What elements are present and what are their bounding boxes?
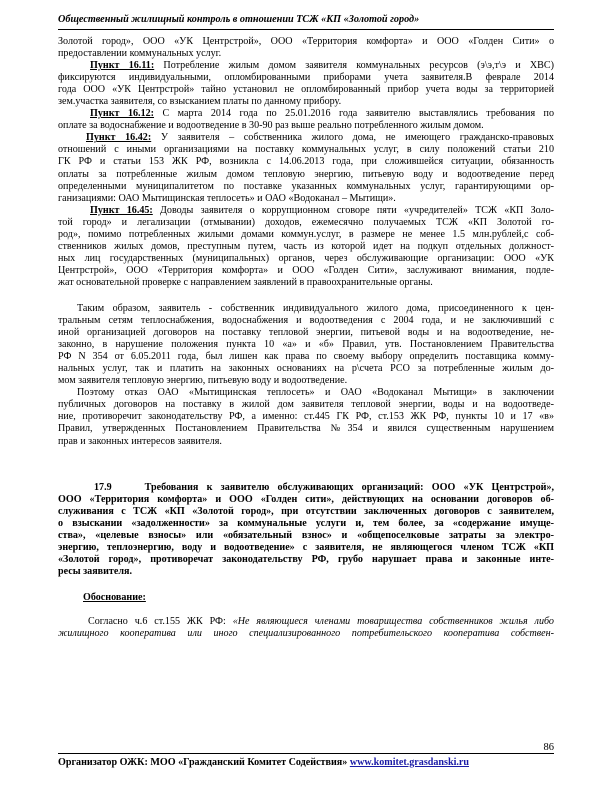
clause-label: Пункт 16.11:: [90, 60, 155, 72]
text-line: иной организацией договоров на поставку тепловой энергии, питьевой воды и на водоотведение, не-: [58, 327, 554, 339]
page-number: 86: [543, 742, 554, 753]
text-line: предоставлении коммунальных услуг.: [58, 48, 222, 60]
text-line: ние, противоречит законодательству РФ, а именно: ст.445 ГК РФ, ст.153 ЖК РФ, пункты 10 и 17 «в»: [58, 411, 554, 423]
citation-line: [58, 616, 554, 628]
text-line: законно, в нарушение положения пункта 10 «а» и «б» Правил, утв. Постановлением Правительства: [58, 339, 554, 351]
clause-16-45: [58, 205, 554, 217]
text-line: ООО «Территория комфорта» и ООО «Голден сити», действующих на основании договоров об-: [58, 493, 554, 505]
text-line: фиксируются индивидуальными, опломбированными приборами учета заявителя.В феврале 2014: [58, 72, 554, 84]
footer-organizer: Организатор ОЖК: МОО «Гражданский Комитет Содействия»: [58, 757, 350, 768]
text-line: публичных договоров на поставку в жилой дом заявителя тепловой энергии, воды и на водоотведе-: [58, 399, 554, 411]
section-17-9-heading: [58, 482, 554, 494]
text-line: «Золотой город», противоречат законодательству РФ, грубо нарушает права и законные инте-: [58, 553, 554, 565]
text-line: ственников жилых домов, преступным путем, часть из которой идет на подкуп отдельных должност-: [58, 240, 554, 252]
footer-rule: [58, 753, 554, 754]
text-line: ресы заявителя.: [58, 565, 133, 577]
text-line: зем.участка заявителя, со взысканием платы по данному прибору.: [58, 96, 342, 108]
clause-16-11: [58, 60, 554, 72]
footer-website-link[interactable]: www.komitet.grasdanski.ru: [349, 757, 469, 768]
page-header-title: Общественный жилищный контроль в отношении ТСЖ «КП «Золотой город»: [58, 14, 420, 25]
text-line: определенными муниципалитетом по поставке указанных коммунальных услуг, гарантирующими ор-: [58, 180, 554, 192]
text-line: служивания с ТСЖ «КП «Золотой город», при отсутствии заключенных договоров с заявителем,: [58, 505, 554, 517]
text-line: ства», «целевые взносы» или «обязательный взнос» и «общепоселковые затраты за электро-: [58, 529, 554, 541]
spacer: [58, 468, 554, 482]
spacer: [58, 578, 554, 592]
document-body: [58, 36, 554, 640]
text-line: Золотой город», ООО «УК Центрстрой», ООО «Территория комфорта» и ООО «Голден Сити» о: [58, 36, 554, 47]
text-line: ных лиц государственных (муниципальных) органов, через обслуживающие организации: ООО «УК: [58, 252, 554, 264]
text-line: о взыскании «задолженности» за коммунальные услуги и, тем более, за «содержание имуще-: [58, 517, 554, 529]
text-line: оплате за водоснабжение и водоотведение в 30-90 раз выше реально потребленного жилым домом.: [58, 120, 484, 132]
text-line: года ООО «УК Центрстрой» тайно установил не опломбированный прибор учета воды за территорией: [58, 84, 554, 96]
text-line: ГК РФ и статьи 153 ЖК РФ, возникла с 14.06.2013 года, при сложившейся ситуации, обязанность: [58, 156, 554, 168]
page-footer: [58, 757, 558, 769]
clause-text: Доводы заявителя о коррупционном сговоре пяти «учредителей» ТСЖ «КП Золо-: [152, 204, 554, 216]
header-rule: [58, 29, 554, 30]
clause-label: Пункт 16.45:: [90, 204, 153, 216]
text-line: отношений с иными организациями на поставку коммунальных услуг, в силу положений статьи 210: [58, 144, 554, 156]
text-line: прав и законных интересов заявителя.: [58, 435, 222, 447]
text-line: жилищного кооператива или иного специализированного потребительского кооператива собствен-: [58, 628, 554, 640]
text-line: Правил, утвержденных Постановлением Правительства №354 и явился существенным нарушением: [58, 423, 554, 435]
spacer: [58, 448, 554, 468]
conclusion-paragraph-start: Таким образом, заявитель - собственник индивидуального жилого дома, присоединенного к цен-: [77, 302, 554, 314]
spacer: [58, 289, 554, 303]
justification-heading: Обоснование:: [83, 591, 146, 603]
clause-label: Пункт 16.42:: [86, 132, 152, 144]
text-line: мом заявителя тепловую энергию, питьевую воду и водоотведение.: [58, 375, 348, 387]
text-line: энергию, теплоэнергию, воду и водоотведение» с заявителя, не являющегося членом ТСЖ «КП: [58, 541, 554, 553]
citation-quote: «Не являющиеся членами товарищества собственников жилья либо: [232, 615, 554, 627]
text-line: род», помимо потребленных жилыми домами коммун.услуг, в размере не менее 1.5 млн.рублей,с соб-: [58, 228, 554, 240]
clause-text: С марта 2014 года по 25.01.2016 года заявителю выставлялись требования по: [154, 108, 554, 120]
text-line: той город» и легализации (отмывании) доходов, ежемесячно получаемых ТСЖ «КП Золотой го-: [58, 216, 554, 228]
clause-16-12: [58, 108, 554, 120]
text-line: жат основательной проверке с направлением заявлений в правоохранительные органы.: [58, 276, 433, 288]
citation-intro: Согласно ч.6 ст.155 ЖК РФ:: [88, 615, 233, 627]
clause-text: У заявителя – собственника жилого дома, не имеющего гражданско-правовых: [151, 132, 554, 144]
clause-label: Пункт 16.12:: [90, 108, 155, 120]
clause-16-42: [58, 132, 554, 144]
text-line: Центрстрой», ООО «Территория комфорта» и ООО «Голден Сити», заслуживают внимания, подле-: [58, 264, 554, 276]
text-line: оплаты за потребленные жилым домом тепловую энергию, питьевую воду и водоотведение перед: [58, 168, 554, 180]
text-line: РФ N 354 от 6.05.2011 года, был лишен как права по своему выбору определить поставщика комму-: [58, 351, 554, 363]
text-line: нальных услуг, так и платить на законных основаниях на р\счета РСО за потребленные жилым до-: [58, 363, 554, 375]
clause-text: Потребление жилым домом заявителя коммунальных ресурсов (э\э,т\э и ХВС): [154, 60, 554, 72]
section-number: 17.9: [94, 481, 112, 493]
text-line: ганизациями: ОАО Мытищинская теплосеть» и ОАО «Водоканал – Мытищи».: [58, 192, 396, 204]
text-line: тральным сетям теплоснабжения, водоснабжения и водоотведения с 2004 года, и не заключивший с: [58, 315, 554, 327]
section-heading-text: Требования к заявителю обслуживающих организаций: ООО «УК Центрстрой»,: [144, 481, 554, 493]
spacer: [58, 604, 554, 616]
refusal-paragraph-start: Поэтому отказ ОАО «Мытищинская теплосеть» и ОАО «Водоканал Мытищи» в заключении: [77, 387, 554, 399]
